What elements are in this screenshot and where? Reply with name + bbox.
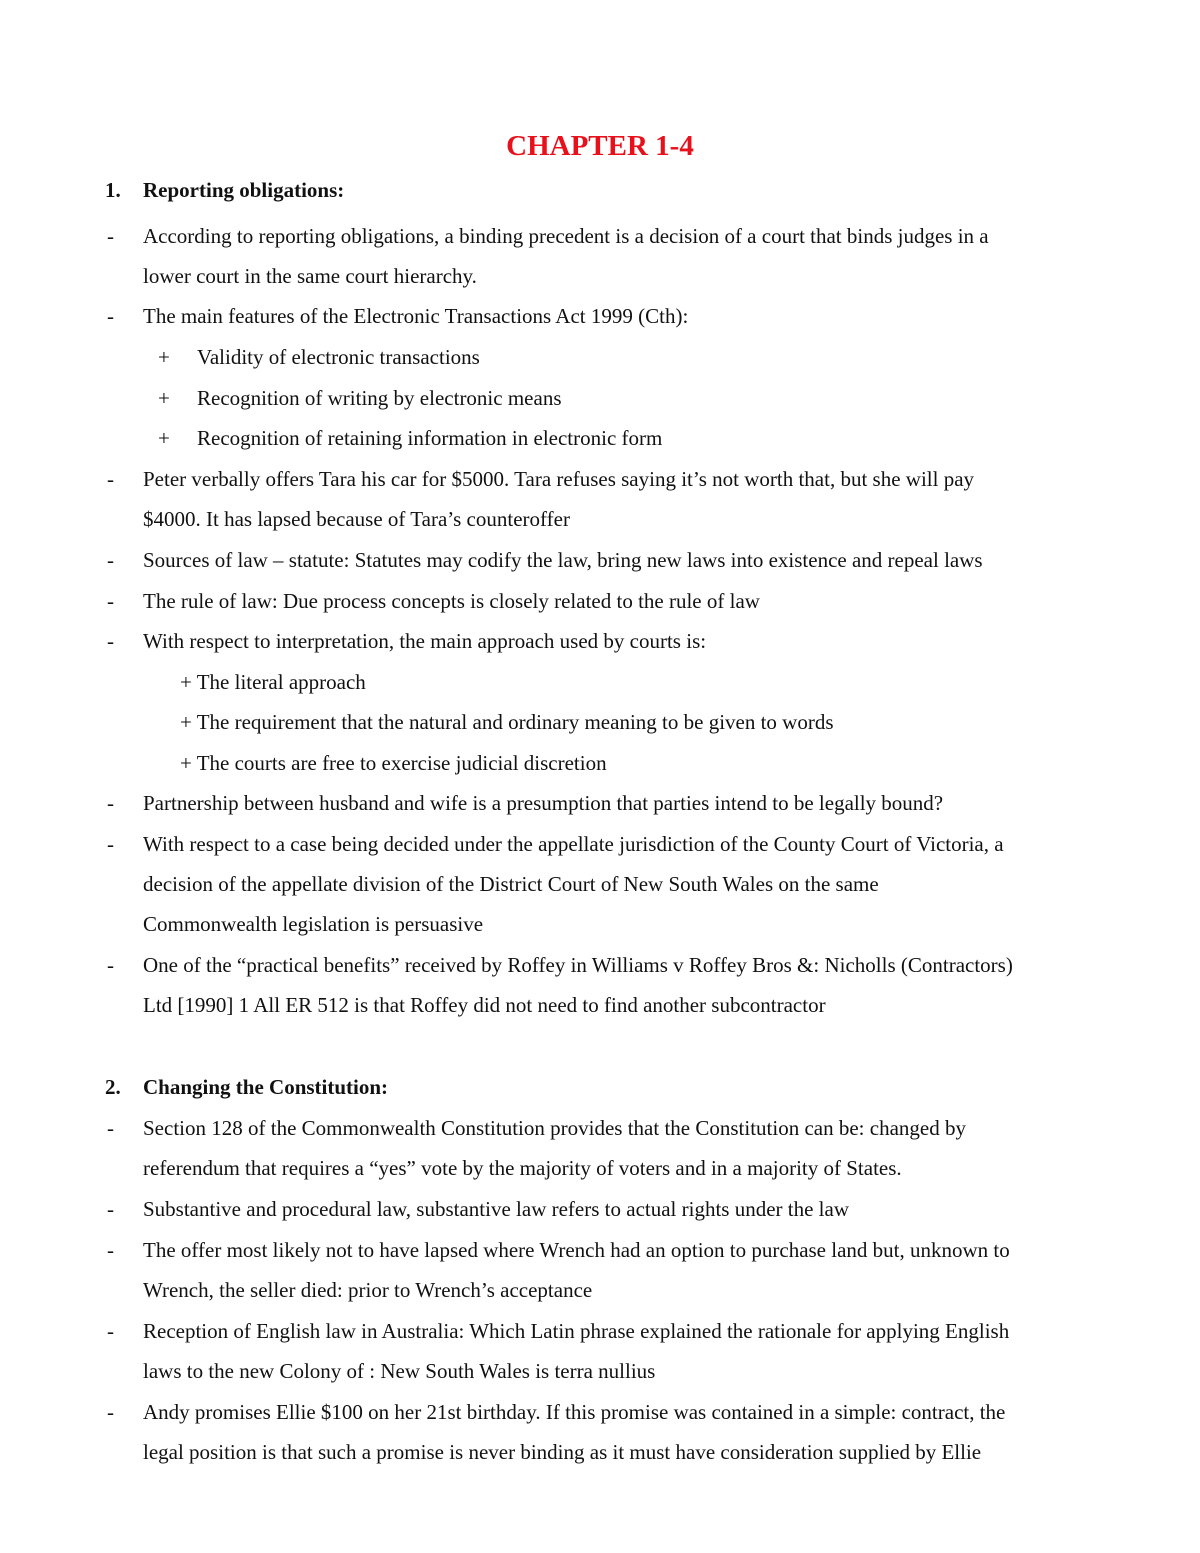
bullet-dash: - (107, 791, 114, 815)
item-text: lower court in the same court hierarchy. (143, 264, 477, 288)
section-title: Reporting obligations: (143, 178, 345, 202)
item-text: With respect to interpretation, the main approach used by courts is: (143, 629, 707, 653)
item-text: legal position is that such a promise is never binding as it must have consideration supplied by Ellie (143, 1440, 982, 1464)
item-text: The offer most likely not to have lapsed where Wrench had an option to purchase land but, unknown to (143, 1238, 1010, 1262)
item-text: One of the “practical benefits” received by Roffey in Williams v Roffey Bros &: Nicholls (Contractors) (143, 953, 1013, 977)
item-text: referendum that requires a “yes” vote by the majority of voters and in a majority of States. (143, 1156, 902, 1180)
bullet-plus: + (158, 345, 170, 369)
section-title: Changing the Constitution: (143, 1075, 389, 1099)
item-text: Reception of English law in Australia: Which Latin phrase explained the rationale for applying English (143, 1319, 1010, 1343)
bullet-dash: - (107, 629, 114, 653)
sub-item-text: Recognition of retaining information in electronic form (197, 426, 663, 450)
sub-item-text: Validity of electronic transactions (197, 345, 480, 369)
item-text: Partnership between husband and wife is a presumption that parties intend to be legally bound? (143, 791, 944, 815)
item-text: Substantive and procedural law, substantive law refers to actual rights under the law (143, 1197, 850, 1221)
bullet-plus: + (158, 386, 170, 410)
sub-item-text: + The requirement that the natural and ordinary meaning to be given to words (180, 710, 834, 734)
item-text: The rule of law: Due process concepts is closely related to the rule of law (143, 589, 760, 613)
section-number: 1. (105, 178, 121, 202)
page-title: CHAPTER 1-4 (506, 130, 694, 162)
item-text: With respect to a case being decided under the appellate jurisdiction of the County Court of Victoria, a (143, 832, 1004, 856)
item-text: Sources of law – statute: Statutes may codify the law, bring new laws into existence and repeal laws (143, 548, 983, 572)
item-text: Ltd [1990] 1 All ER 512 is that Roffey did not need to find another subcontractor (143, 993, 826, 1017)
item-text: Commonwealth legislation is persuasive (143, 912, 484, 936)
item-text: Andy promises Ellie $100 on her 21st birthday. If this promise was contained in a simple: contract, the (143, 1400, 1006, 1424)
item-text: decision of the appellate division of the District Court of New South Wales on the same (143, 872, 879, 896)
item-text: Section 128 of the Commonwealth Constitution provides that the Constitution can be: changed by (143, 1116, 966, 1140)
bullet-dash: - (107, 832, 114, 856)
bullet-dash: - (107, 589, 114, 613)
bullet-dash: - (107, 1400, 114, 1424)
bullet-dash: - (107, 1238, 114, 1262)
bullet-dash: - (107, 1197, 114, 1221)
item-text: The main features of the Electronic Transactions Act 1999 (Cth): (143, 304, 689, 328)
bullet-dash: - (107, 548, 114, 572)
item-text: Peter verbally offers Tara his car for $5000. Tara refuses saying it’s not worth that, but she will pay (143, 467, 975, 491)
bullet-dash: - (107, 1319, 114, 1343)
item-text: laws to the new Colony of : New South Wales is terra nullius (143, 1359, 656, 1383)
section-number: 2. (105, 1075, 121, 1099)
bullet-dash: - (107, 304, 114, 328)
bullet-dash: - (107, 467, 114, 491)
sub-item-text: Recognition of writing by electronic means (197, 386, 562, 410)
sub-item-text: + The literal approach (180, 670, 366, 694)
bullet-dash: - (107, 953, 114, 977)
bullet-plus: + (158, 426, 170, 450)
sub-item-text: + The courts are free to exercise judicial discretion (180, 751, 607, 775)
bullet-dash: - (107, 1116, 114, 1140)
item-text: $4000. It has lapsed because of Tara’s counteroffer (143, 507, 570, 531)
item-text: Wrench, the seller died: prior to Wrench’s acceptance (143, 1278, 593, 1302)
bullet-dash: - (107, 224, 114, 248)
item-text: According to reporting obligations, a binding precedent is a decision of a court that binds judges in a (143, 224, 989, 248)
